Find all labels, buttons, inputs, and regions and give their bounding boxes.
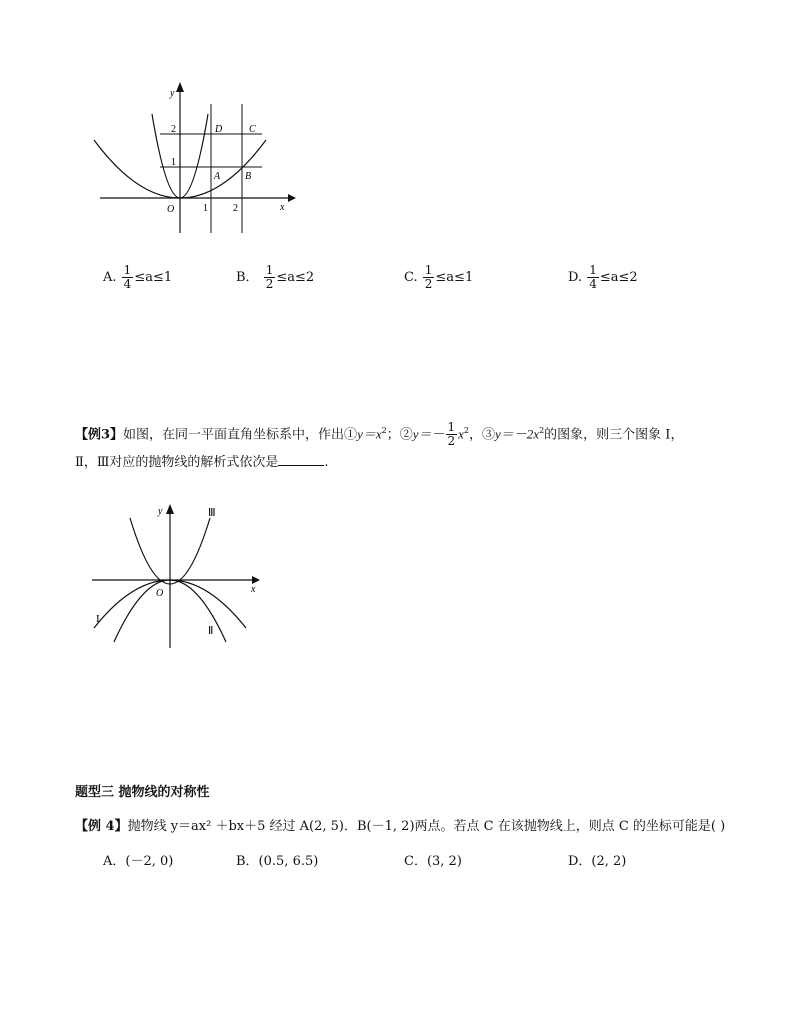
ex4-option-d[interactable]: D．(2, 2) (568, 854, 627, 869)
point-B: B (245, 171, 252, 182)
x-axis-label: x (251, 584, 256, 595)
example3-end: . (324, 455, 329, 470)
option-b[interactable] (236, 264, 314, 291)
point-A: A (214, 171, 221, 182)
option-d[interactable] (568, 264, 638, 291)
option-d-suffix: ≤a≤2 (599, 270, 638, 285)
example4-text: 抛物线 y＝ax² ＋bx＋5 经过 A(2, 5)．B(－1, 2)两点。若点 C 在该抛物线上，则点 C 的坐标可能是( ) (127, 819, 726, 834)
option-a-prefix: A. (103, 270, 117, 285)
origin-label: O (156, 588, 164, 599)
point-D: D (215, 124, 223, 135)
example3-tag: 【例3】 (75, 427, 124, 443)
point-C: C (249, 124, 256, 135)
section-title: 题型三 抛物线的对称性 (75, 785, 210, 800)
example4-question (75, 816, 725, 838)
example3-eq2a: y＝－ (412, 426, 445, 442)
option-d-fraction: $\frac{1}{4}$ (589, 263, 597, 291)
example3-text3: ，③ (469, 427, 496, 443)
example3-line1: 【例3】如图，在同一平面直角坐标系中，作出$①y=x^2$；②y＝－ $\frac{1}{2}$ $x^2$，$③y=-2x^2$的图象，则三个图象 I， (75, 420, 684, 449)
origin-label: O (167, 204, 175, 215)
curve-label-II: Ⅱ (208, 625, 214, 637)
option-c-fraction: $\frac{1}{2}$ (424, 263, 433, 291)
y-tick-2: 2 (171, 124, 176, 135)
answer-blank[interactable] (278, 453, 324, 466)
option-d-prefix: D. (568, 270, 583, 285)
option-c-prefix: C. (404, 270, 418, 285)
example3-text4: 的图象，则三个图象 I， (544, 427, 684, 443)
option-c[interactable] (404, 264, 473, 291)
y-axis-label: y (170, 88, 175, 99)
ex4-option-c[interactable]: C．(3, 2) (404, 854, 462, 869)
example3-eq3: y＝－2x (495, 426, 540, 442)
option-a-fraction: $\frac{1}{4}$ (123, 263, 132, 291)
figure-three-parabolas (88, 500, 268, 650)
option-b-fraction: $\frac{1}{2}$ (265, 263, 274, 291)
option-b-prefix: B． (236, 270, 259, 285)
ex4-option-b[interactable]: B．(0.5, 6.5) (236, 854, 319, 869)
example4-tag: 【例 4】 (75, 819, 128, 834)
curve-label-I: I (96, 613, 100, 625)
figure-parabolas-rectangle (90, 78, 300, 238)
x-tick-2: 2 (233, 203, 238, 214)
example3-text2: ；② (386, 427, 413, 443)
example3-line2-text: Ⅱ，Ⅲ对应的抛物线的解析式依次是 (75, 455, 279, 470)
option-c-suffix: ≤a≤1 (435, 270, 474, 285)
example3-eq2b: x (458, 426, 464, 442)
example3-text1: 如图，在同一平面直角坐标系中，作出① (123, 427, 358, 443)
example3-fraction: $\frac{1}{2}$ (447, 420, 456, 449)
y-tick-1: 1 (171, 157, 176, 168)
curve-label-III: Ⅲ (208, 507, 216, 519)
x-axis-label: x (280, 202, 285, 213)
example3-line2 (75, 452, 329, 474)
ex4-option-a[interactable]: A．(－2, 0) (103, 854, 174, 869)
example3-eq1: y＝x (357, 426, 382, 442)
x-tick-1: 1 (203, 203, 208, 214)
y-axis-label: y (158, 506, 163, 517)
option-a-suffix: ≤a≤1 (134, 270, 173, 285)
option-a[interactable] (103, 264, 172, 291)
option-b-suffix: ≤a≤2 (276, 270, 315, 285)
